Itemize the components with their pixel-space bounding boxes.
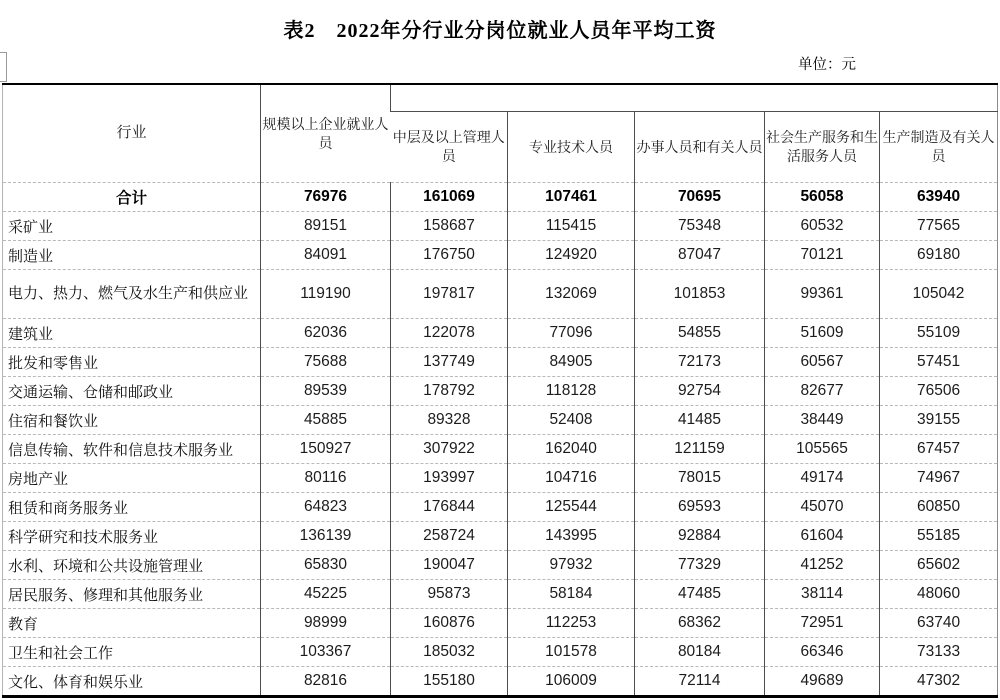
- table-row: [3, 241, 998, 270]
- value-cell: 49174: [765, 464, 880, 493]
- value-cell: 66346: [765, 638, 880, 667]
- value-cell: 65830: [261, 551, 391, 580]
- header-group-row: [3, 84, 998, 112]
- col-header-technical: 专业技术人员: [508, 112, 635, 183]
- value-cell: 162040: [508, 435, 635, 464]
- table-row: [3, 212, 998, 241]
- value-cell: 69593: [635, 493, 765, 522]
- table-title: 表2 2022年分行业分岗位就业人员年平均工资: [283, 20, 717, 42]
- value-cell: 80116: [261, 464, 391, 493]
- value-cell: 60567: [765, 348, 880, 377]
- table-row: [3, 551, 998, 580]
- value-cell: 84905: [508, 348, 635, 377]
- value-cell: 76976: [261, 183, 391, 212]
- value-cell: 60850: [880, 493, 998, 522]
- table-row: [3, 493, 998, 522]
- value-cell: 105565: [765, 435, 880, 464]
- industry-cell: 房地产业: [3, 464, 261, 493]
- value-cell: 176844: [391, 493, 508, 522]
- value-cell: 143995: [508, 522, 635, 551]
- value-cell: 57451: [880, 348, 998, 377]
- industry-cell: 采矿业: [3, 212, 261, 241]
- value-cell: 155180: [391, 667, 508, 697]
- value-cell: 51609: [765, 319, 880, 348]
- value-cell: 87047: [635, 241, 765, 270]
- value-cell: 77096: [508, 319, 635, 348]
- table-row: [3, 638, 998, 667]
- industry-cell: 卫生和社会工作: [3, 638, 261, 667]
- value-cell: 54855: [635, 319, 765, 348]
- value-cell: 101853: [635, 270, 765, 319]
- table-row: [3, 464, 998, 493]
- value-cell: 82816: [261, 667, 391, 697]
- value-cell: 77565: [880, 212, 998, 241]
- value-cell: 41485: [635, 406, 765, 435]
- industry-cell: 电力、热力、燃气及水生产和供应业: [3, 270, 261, 319]
- unit-label: 单位：元: [798, 57, 856, 73]
- value-cell: 47302: [880, 667, 998, 697]
- value-cell: 132069: [508, 270, 635, 319]
- industry-cell: 水利、环境和公共设施管理业: [3, 551, 261, 580]
- industry-cell: 批发和零售业: [3, 348, 261, 377]
- value-cell: 55109: [880, 319, 998, 348]
- value-cell: 39155: [880, 406, 998, 435]
- value-cell: 150927: [261, 435, 391, 464]
- col-header-management: 中层及以上管理人员: [391, 112, 508, 183]
- table-row: [3, 667, 998, 697]
- value-cell: 77329: [635, 551, 765, 580]
- industry-cell: 合计: [3, 183, 261, 212]
- value-cell: 112253: [508, 609, 635, 638]
- value-cell: 89328: [391, 406, 508, 435]
- value-cell: 49689: [765, 667, 880, 697]
- table-row: [3, 270, 998, 319]
- col-header-industry: 行业: [116, 124, 147, 142]
- value-cell: 76506: [880, 377, 998, 406]
- industry-cell: 信息传输、软件和信息技术服务业: [3, 435, 261, 464]
- value-cell: 82677: [765, 377, 880, 406]
- table-header: [3, 84, 998, 183]
- industry-cell: 建筑业: [3, 319, 261, 348]
- industry-cell: 住宿和餐饮业: [3, 406, 261, 435]
- value-cell: 38114: [765, 580, 880, 609]
- table-row: [3, 319, 998, 348]
- value-cell: 56058: [765, 183, 880, 212]
- value-cell: 136139: [261, 522, 391, 551]
- value-cell: 161069: [391, 183, 508, 212]
- value-cell: 45225: [261, 580, 391, 609]
- value-cell: 99361: [765, 270, 880, 319]
- value-cell: 47485: [635, 580, 765, 609]
- value-cell: 41252: [765, 551, 880, 580]
- value-cell: 75348: [635, 212, 765, 241]
- value-cell: 45070: [765, 493, 880, 522]
- value-cell: 124920: [508, 241, 635, 270]
- value-cell: 92884: [635, 522, 765, 551]
- value-cell: 45885: [261, 406, 391, 435]
- value-cell: 98999: [261, 609, 391, 638]
- value-cell: 197817: [391, 270, 508, 319]
- value-cell: 55185: [880, 522, 998, 551]
- value-cell: 190047: [391, 551, 508, 580]
- industry-cell: 交通运输、仓储和邮政业: [3, 377, 261, 406]
- value-cell: 67457: [880, 435, 998, 464]
- value-cell: 75688: [261, 348, 391, 377]
- value-cell: 48060: [880, 580, 998, 609]
- value-cell: 58184: [508, 580, 635, 609]
- value-cell: 121159: [635, 435, 765, 464]
- value-cell: 118128: [508, 377, 635, 406]
- value-cell: 92754: [635, 377, 765, 406]
- value-cell: 107461: [508, 183, 635, 212]
- value-cell: 65602: [880, 551, 998, 580]
- page-edge-artifact: [0, 52, 7, 82]
- value-cell: 137749: [391, 348, 508, 377]
- position-group-header: [391, 84, 998, 112]
- value-cell: 62036: [261, 319, 391, 348]
- value-cell: 158687: [391, 212, 508, 241]
- value-cell: 97932: [508, 551, 635, 580]
- value-cell: 106009: [508, 667, 635, 697]
- value-cell: 95873: [391, 580, 508, 609]
- value-cell: 103367: [261, 638, 391, 667]
- industry-cell: 文化、体育和娱乐业: [3, 667, 261, 697]
- value-cell: 115415: [508, 212, 635, 241]
- col-header-service: 社会生产服务和生活服务人员: [765, 112, 880, 183]
- industry-cell: 科学研究和技术服务业: [3, 522, 261, 551]
- wage-table: [2, 83, 998, 698]
- value-cell: 70121: [765, 241, 880, 270]
- value-cell: 101578: [508, 638, 635, 667]
- industry-cell: 教育: [3, 609, 261, 638]
- table-row: [3, 377, 998, 406]
- table-row: [3, 580, 998, 609]
- value-cell: 307922: [391, 435, 508, 464]
- value-cell: 73133: [880, 638, 998, 667]
- value-cell: 68362: [635, 609, 765, 638]
- value-cell: 72951: [765, 609, 880, 638]
- value-cell: 63940: [880, 183, 998, 212]
- value-cell: 70695: [635, 183, 765, 212]
- value-cell: 38449: [765, 406, 880, 435]
- table-row: [3, 183, 998, 212]
- value-cell: 52408: [508, 406, 635, 435]
- value-cell: 176750: [391, 241, 508, 270]
- table-row: [3, 435, 998, 464]
- value-cell: 80184: [635, 638, 765, 667]
- table-row: [3, 406, 998, 435]
- value-cell: 178792: [391, 377, 508, 406]
- value-cell: 69180: [880, 241, 998, 270]
- value-cell: 72114: [635, 667, 765, 697]
- value-cell: 84091: [261, 241, 391, 270]
- value-cell: 185032: [391, 638, 508, 667]
- value-cell: 74967: [880, 464, 998, 493]
- table-body: [3, 183, 998, 697]
- value-cell: 160876: [391, 609, 508, 638]
- value-cell: 122078: [391, 319, 508, 348]
- value-cell: 78015: [635, 464, 765, 493]
- value-cell: 89539: [261, 377, 391, 406]
- industry-cell: 制造业: [3, 241, 261, 270]
- value-cell: 104716: [508, 464, 635, 493]
- industry-cell: 居民服务、修理和其他服务业: [3, 580, 261, 609]
- industry-cell: 租赁和商务服务业: [3, 493, 261, 522]
- value-cell: 105042: [880, 270, 998, 319]
- table-row: [3, 522, 998, 551]
- value-cell: 63740: [880, 609, 998, 638]
- col-header-production: 生产制造及有关人员: [880, 112, 998, 183]
- value-cell: 61604: [765, 522, 880, 551]
- value-cell: 64823: [261, 493, 391, 522]
- col-header-clerical: 办事人员和有关人员: [635, 112, 765, 183]
- value-cell: 125544: [508, 493, 635, 522]
- table-row: [3, 348, 998, 377]
- col-header-scale-employees: 规模以上企业就业人员: [261, 84, 391, 183]
- value-cell: 72173: [635, 348, 765, 377]
- value-cell: 119190: [261, 270, 391, 319]
- value-cell: 60532: [765, 212, 880, 241]
- value-cell: 89151: [261, 212, 391, 241]
- value-cell: 193997: [391, 464, 508, 493]
- value-cell: 258724: [391, 522, 508, 551]
- table-row: [3, 609, 998, 638]
